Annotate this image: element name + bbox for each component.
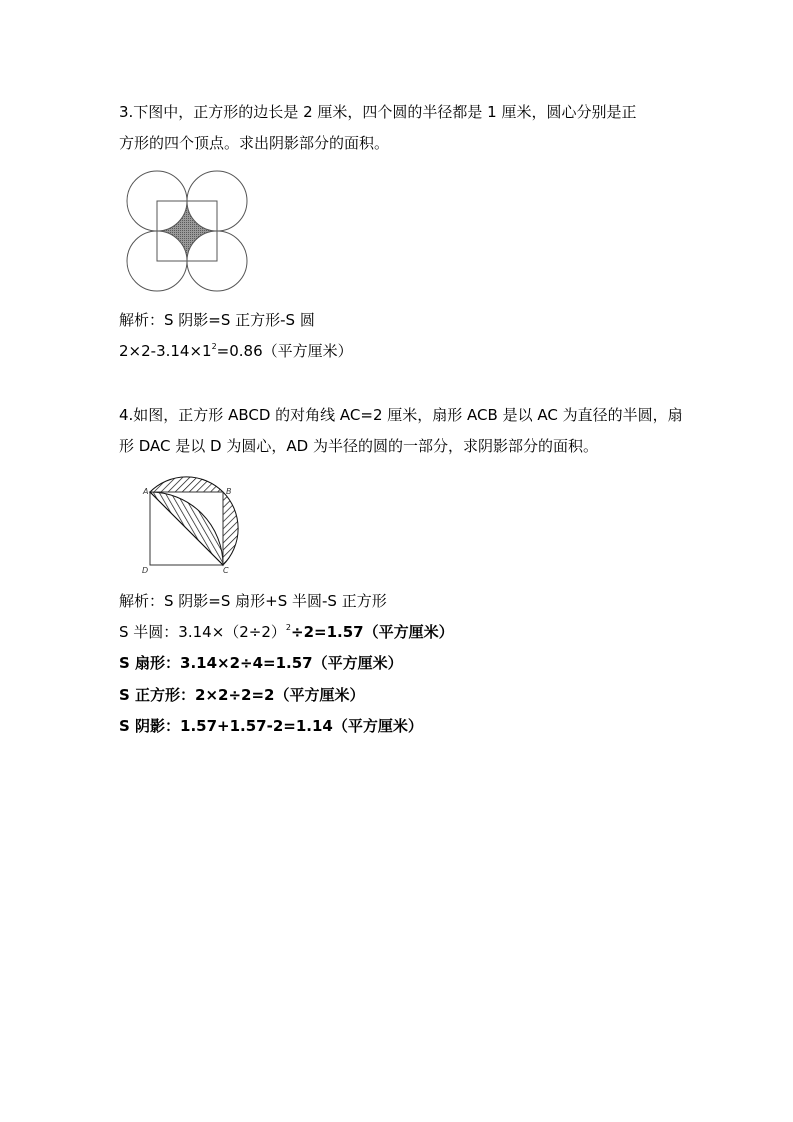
label-d: D — [142, 566, 149, 575]
problem4-sector-area: S 扇形：3.14×2÷4=1.57（平方厘米） — [119, 654, 403, 672]
problem3-statement-line1: 3.下图中，正方形的边长是 2 厘米，四个圆的半径都是 1 厘米，圆心分别是正 — [119, 103, 637, 121]
problem4-square-area: S 正方形：2×2÷2=2（平方厘米） — [119, 686, 365, 704]
problem4-statement-line1: 4.如图，正方形 ABCD 的对角线 AC=2 厘米，扇形 ACB 是以 AC 为直径的半圆，扇 — [119, 406, 683, 424]
shaded-region — [157, 201, 217, 261]
square-sector-semicircle-figure — [140, 470, 250, 580]
top-shaded-segment — [150, 477, 223, 492]
problem4-solution-title: 解析：S 阴影=S 扇形+S 半圆-S 正方形 — [119, 592, 387, 610]
label-a: A — [143, 487, 149, 496]
right-shaded-segment — [223, 492, 238, 565]
problem4-statement-line2: 形 DAC 是以 D 为圆心，AD 为半径的圆的一部分，求阴影部分的面积。 — [119, 437, 598, 455]
problem3-statement-line2: 方形的四个顶点。求出阴影部分的面积。 — [119, 134, 390, 152]
label-b: B — [226, 487, 232, 496]
problem4-semicircle-area: S 半圆：$3.14\times(2\div 2)^2\div 2=1.57$（平方厘米） — [119, 623, 454, 641]
problem3-solution-title: 解析：S 阴影=S 正方形-S 圆 — [119, 311, 315, 329]
four-circles-figure — [124, 170, 250, 294]
label-c: C — [223, 566, 229, 575]
problem4-shaded-area: S 阴影：1.57+1.57-2=1.14（平方厘米） — [119, 717, 423, 735]
problem3-formula: $2\times 2-3.14\times 1^2=0.86$（平方厘米） — [119, 342, 353, 360]
